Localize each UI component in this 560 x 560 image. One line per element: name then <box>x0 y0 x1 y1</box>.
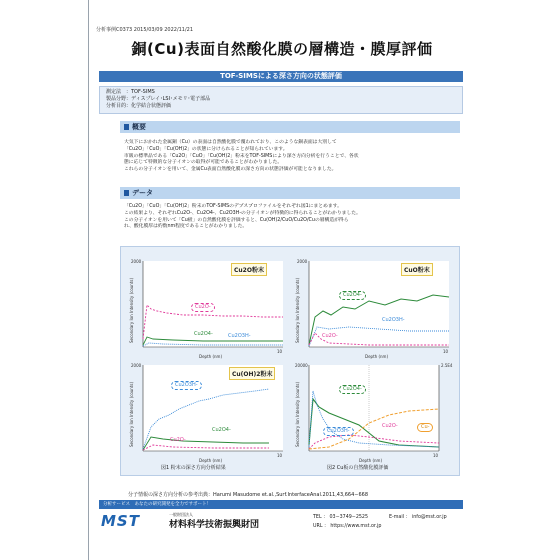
y-max-cuoh: 2000 <box>131 363 142 368</box>
figure-area <box>120 246 460 476</box>
y-label-cuo: Secondary Ion Intensity (counts) <box>295 277 300 343</box>
figure1-caption: 図1 粉末の深さ方向分析結果 <box>161 465 226 471</box>
overview-line: 「Cu2O」「CuO」「Cu(OH)2」の状態に分けられることが知られています。 <box>124 146 288 152</box>
label-plate-cu: Cu- <box>417 423 433 432</box>
overview-line: 市販の標準品である「Cu2O」「CuO」「Cu(OH)2」粉末をTOF-SIMSにより深さ方向分析を行うことで、各状 <box>124 153 359 159</box>
x-max-cuo: 10 <box>443 349 449 354</box>
info-field: 製品分野：ディスプレイ･LSI･メモリ･電子部品 <box>106 96 211 102</box>
label-cuo-cu2o: Cu2O- <box>322 333 338 339</box>
label-cu2o4-minus: Cu2O4- <box>194 331 213 337</box>
x-label-plate: Depth (nm) <box>359 458 383 463</box>
plot-cuplate-svg <box>309 365 439 451</box>
label-cuoh-cu2o3h: Cu2O3H- <box>171 381 202 390</box>
label-cuoh-cu2o: Cu2O- <box>170 437 186 443</box>
data-line: この結果より、それぞれCu2O-、Cu2O4-、Cu2O3H-の分子イオンが特徴的に得られることがわかりました。 <box>124 210 361 216</box>
data-line: 「Cu2O」「CuO」「Cu(OH)2」粉末のTOF-SIMSのデプスプロファイルをそれぞれ図1にまとめます。 <box>124 204 342 209</box>
info-box <box>99 86 463 114</box>
label-cuo-cu2o3h: Cu2O3H- <box>382 317 405 323</box>
contact-url[interactable]: URL ： https://www.mst.or.jp <box>313 524 382 529</box>
x-max-cu2o: 10 <box>277 349 283 354</box>
overview-line: 大気下におかれた金属銅（Cu）の表面は自然酸化膜で覆われており、このような銅表面は大別して <box>124 140 337 145</box>
data-heading: データ <box>120 187 460 199</box>
overview-text <box>124 140 458 174</box>
label-cu2o-minus: Cu2O- <box>191 303 215 312</box>
y-label-plate: Secondary Ion Intensity (counts) <box>295 381 300 447</box>
data-text <box>124 204 458 231</box>
label-cuoh-cu2o4: Cu2O4- <box>212 427 231 433</box>
series-cu2o4-minus <box>143 337 283 345</box>
reference-line: 分子情報の深さ方向分析の参考出典：Harumi Masudome et.al.,Surf.InterfaceAnal.2011,43,664−668 <box>128 492 369 498</box>
label-plate-cu2o3h: Cu2O3H- <box>323 427 354 436</box>
footer <box>99 500 463 540</box>
info-purpose: 分析目的：化学結合状態評価 <box>106 103 172 109</box>
y2-max-plate: 2.5E4 <box>441 363 453 368</box>
series-plate-cu2o3h <box>309 391 439 447</box>
info-method: 測定法 ：TOF-SIMS <box>106 89 155 95</box>
footer-banner: 分析サービス あなたの研究開発を全力でサポート！ <box>99 500 463 509</box>
panel-tag-cuo: CuO粉末 <box>401 263 433 276</box>
panel-tag-cuoh: Cu(OH)2粉末 <box>229 367 275 380</box>
contact-tel: TEL ： 03−3749−2525 <box>313 515 369 520</box>
x-label-cuo: Depth (nm) <box>365 354 389 359</box>
org-name: 材料科学技術振興財団 <box>169 520 260 530</box>
overview-line: これらの分子イオンを用いて、金属Cu表面自然酸化膜の深さ方向の状態評価が可能となりました。 <box>124 167 337 173</box>
x-max-plate: 10 <box>433 453 439 458</box>
figure2-caption: 図2 Cu板の自然酸化膜評価 <box>327 465 389 471</box>
page-title: 銅(Cu)表面自然酸化膜の層構造・膜厚評価 <box>131 40 433 58</box>
overview-heading: 概要 <box>120 121 460 133</box>
label-cuo-cu2o4: Cu2O4- <box>339 291 366 300</box>
subtitle-bar: TOF-SIMSによる深さ方向の状態評価 <box>99 71 463 82</box>
document-meta: 分析事例C0373 2015/03/09 2022/11/21 <box>96 27 194 33</box>
label-cu2o3h-minus: Cu2O3H- <box>228 333 251 339</box>
org-type: 一般財団法人 <box>169 512 193 517</box>
mst-logo: MST <box>101 512 140 530</box>
label-plate-cu2o: Cu2O- <box>382 423 398 429</box>
x-label-cuoh: Depth (nm) <box>199 458 223 463</box>
panel-tag-cu2o: Cu2O粉末 <box>231 263 267 276</box>
label-plate-cu2o4: Cu2O4- <box>339 385 366 394</box>
x-label-cu2o: Depth (nm) <box>199 354 223 359</box>
x-max-cuoh: 10 <box>277 453 283 458</box>
contact-email[interactable]: E-mail ： info@mst.or.jp <box>389 515 447 520</box>
overview-line: 態に応じて特徴的な分子イオンの取得が可能であることがわかりました。 <box>124 160 283 166</box>
series-cuoh-cu2o3h <box>143 389 269 449</box>
y-label-cu2o: Secondary Ion Intensity (counts) <box>129 277 134 343</box>
y-max-cuo: 2000 <box>297 259 308 264</box>
data-line: この分子イオンを用いて「Cu板」の自然酸化膜を評価すると、Cu(OH)2/CuO/Cu2O/Cuの層構造が得ら <box>124 217 349 223</box>
data-line: れ、酸化膜厚は約数nm程度であることがわかりました。 <box>124 224 248 230</box>
y-max-plate: 20000 <box>295 363 308 368</box>
series-cu2o3h-minus <box>143 343 283 346</box>
series-cuoh-cu2o <box>143 445 269 450</box>
y-label-cuoh: Secondary Ion Intensity (counts) <box>129 381 134 447</box>
y-max-cu2o: 2000 <box>131 259 142 264</box>
